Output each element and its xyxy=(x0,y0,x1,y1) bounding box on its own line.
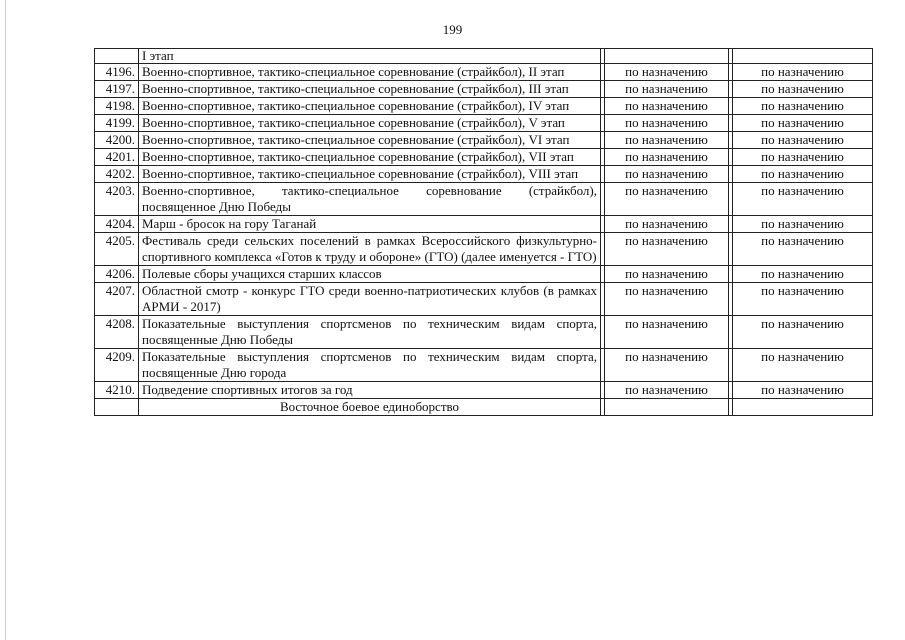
date-value: по назначению xyxy=(605,98,729,115)
page-number: 199 xyxy=(442,22,463,37)
date-value: по назначению xyxy=(605,81,729,98)
date-value: по назначению xyxy=(605,64,729,81)
event-number: 4196. xyxy=(95,64,139,81)
table-row xyxy=(95,316,873,349)
table-row xyxy=(95,132,873,149)
table-row xyxy=(95,64,873,81)
date-value: по назначению xyxy=(605,266,729,283)
event-name: Военно-спортивное, тактико-специальное соревнование (страйкбол), II этап xyxy=(139,64,601,81)
place-value: по назначению xyxy=(733,266,873,283)
date-value: по назначению xyxy=(605,283,729,316)
events-table xyxy=(94,48,873,416)
table-row xyxy=(95,183,873,216)
section-title: Восточное боевое единоборство xyxy=(139,399,601,416)
event-name: Военно-спортивное, тактико-специальное соревнование (страйкбол), VIII этап xyxy=(139,166,601,183)
place-value: по назначению xyxy=(733,349,873,382)
table-row xyxy=(95,233,873,266)
date-value: по назначению xyxy=(605,183,729,216)
event-name: Полевые сборы учащихся старших классов xyxy=(139,266,601,283)
table-row xyxy=(95,349,873,382)
event-name: Военно-спортивное, тактико-специальное соревнование (страйкбол), VI этап xyxy=(139,132,601,149)
date-value: по назначению xyxy=(605,115,729,132)
place-value: по назначению xyxy=(733,166,873,183)
table-row xyxy=(95,98,873,115)
place-value: по назначению xyxy=(733,81,873,98)
place-value: по назначению xyxy=(733,283,873,316)
place-value: по назначению xyxy=(733,98,873,115)
scan-edge-line xyxy=(5,0,6,640)
date-value xyxy=(605,399,729,416)
place-value: по назначению xyxy=(733,115,873,132)
place-value xyxy=(733,49,873,64)
event-number: 4199. xyxy=(95,115,139,132)
event-name: Военно-спортивное, тактико-специальное соревнование (страйкбол), V этап xyxy=(139,115,601,132)
place-value: по назначению xyxy=(733,382,873,399)
table-row xyxy=(95,166,873,183)
date-value: по назначению xyxy=(605,349,729,382)
event-number: 4208. xyxy=(95,316,139,349)
event-number: 4203. xyxy=(95,183,139,216)
table-row xyxy=(95,149,873,166)
event-number xyxy=(95,49,139,64)
event-number: 4205. xyxy=(95,233,139,266)
event-number: 4204. xyxy=(95,216,139,233)
event-number: 4209. xyxy=(95,349,139,382)
event-name: Военно-спортивное, тактико-специальное соревнование (страйкбол), IV этап xyxy=(139,98,601,115)
table-row xyxy=(95,49,873,64)
event-name: Военно-спортивное, тактико-специальное соревнование (страйкбол), VII этап xyxy=(139,149,601,166)
event-name: Военно-спортивное, тактико-специальное соревнование (страйкбол), III этап xyxy=(139,81,601,98)
date-value: по назначению xyxy=(605,382,729,399)
event-name: Фестиваль среди сельских поселений в рамках Всероссийского физкультурно-спортивного комплекса «Готов к труду и обороне» (ГТО) (далее именуется - ГТО) xyxy=(139,233,601,266)
place-value xyxy=(733,399,873,416)
event-number xyxy=(95,399,139,416)
event-number: 4202. xyxy=(95,166,139,183)
event-name: Подведение спортивных итогов за год xyxy=(139,382,601,399)
table-row xyxy=(95,81,873,98)
event-name: Показательные выступления спортсменов по техническим видам спорта, посвященные Дню Победы xyxy=(139,316,601,349)
date-value: по назначению xyxy=(605,216,729,233)
event-number: 4197. xyxy=(95,81,139,98)
place-value: по назначению xyxy=(733,316,873,349)
place-value: по назначению xyxy=(733,149,873,166)
date-value: по назначению xyxy=(605,149,729,166)
event-name: Областной смотр - конкурс ГТО среди военно-патриотических клубов (в рамках АРМИ - 2017) xyxy=(139,283,601,316)
table-row xyxy=(95,216,873,233)
date-value: по назначению xyxy=(605,132,729,149)
date-value: по назначению xyxy=(605,233,729,266)
table-row xyxy=(95,115,873,132)
event-name: I этап xyxy=(139,49,601,64)
event-number: 4210. xyxy=(95,382,139,399)
date-value: по назначению xyxy=(605,316,729,349)
event-number: 4201. xyxy=(95,149,139,166)
event-number: 4207. xyxy=(95,283,139,316)
place-value: по назначению xyxy=(733,233,873,266)
event-number: 4198. xyxy=(95,98,139,115)
table-row xyxy=(95,283,873,316)
table-row xyxy=(95,266,873,283)
event-name: Военно-спортивное, тактико-специальное соревнование (страйкбол), посвященное Дню Победы xyxy=(139,183,601,216)
place-value: по назначению xyxy=(733,216,873,233)
place-value: по назначению xyxy=(733,183,873,216)
table-row xyxy=(95,382,873,399)
place-value: по назначению xyxy=(733,132,873,149)
event-name: Показательные выступления спортсменов по техническим видам спорта, посвященные Дню города xyxy=(139,349,601,382)
event-number: 4206. xyxy=(95,266,139,283)
place-value: по назначению xyxy=(733,64,873,81)
event-name: Марш - бросок на гору Таганай xyxy=(139,216,601,233)
date-value: по назначению xyxy=(605,166,729,183)
section-heading-row xyxy=(95,399,873,416)
date-value xyxy=(605,49,729,64)
event-number: 4200. xyxy=(95,132,139,149)
